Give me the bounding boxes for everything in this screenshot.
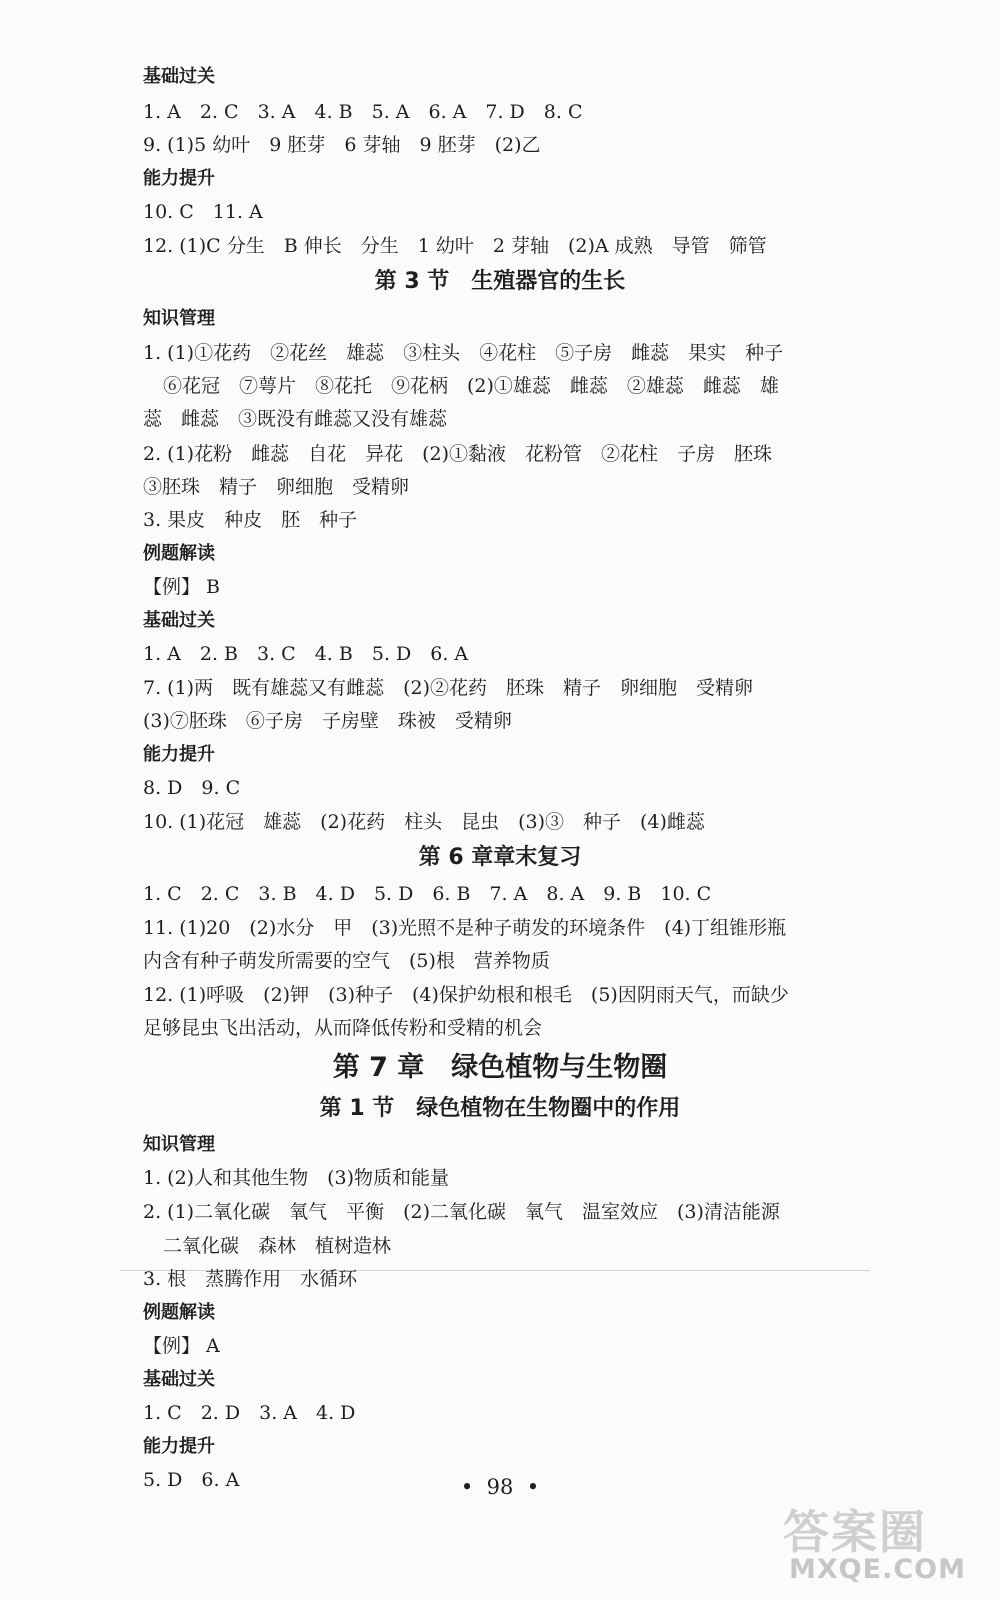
section-label: 能力提升 (143, 1436, 215, 1457)
answer-line: 二氧化碳 森林 植树造林 (163, 1235, 392, 1257)
section-label: 基础过关 (143, 66, 215, 87)
section-label: 知识管理 (143, 308, 215, 329)
answer-line: 11. (1)20 (2)水分 甲 (3)光照不是种子萌发的环境条件 (4)丁组锥形瓶 (143, 917, 787, 939)
answer-line: 10. C 11. A (143, 201, 263, 223)
section-label: 例题解读 (143, 543, 215, 564)
watermark-url: MXQE.COM (789, 1554, 966, 1585)
answer-line: 1. (2)人和其他生物 (3)物质和能量 (143, 1167, 449, 1189)
answer-line: 1. C 2. C 3. B 4. D 5. D 6. B 7. A 8. A 9. B 10. C (143, 883, 712, 905)
answer-line: 足够昆虫飞出活动，从而降低传粉和受精的机会 (143, 1017, 543, 1039)
section-label: 知识管理 (143, 1134, 215, 1155)
answer-line: 1. A 2. B 3. C 4. B 5. D 6. A (143, 643, 469, 665)
answer-line: ③胚珠 精子 卵细胞 受精卵 (143, 476, 410, 498)
page-number: • 98 • (460, 1475, 540, 1499)
section-title: 第 3 节 生殖器官的生长 (374, 269, 626, 294)
section-label: 基础过关 (143, 1369, 215, 1390)
answer-line: ⑥花冠 ⑦萼片 ⑧花托 ⑨花柄 (2)①雄蕊 雌蕊 ②雄蕊 雌蕊 雄 (163, 375, 779, 397)
answer-line: 1. A 2. C 3. A 4. B 5. A 6. A 7. D 8. C (143, 101, 583, 123)
answer-line: 5. D 6. A (143, 1469, 240, 1491)
answer-line: (3)⑦胚珠 ⑥子房 子房壁 珠被 受精卵 (143, 710, 512, 732)
section-label: 能力提升 (143, 744, 215, 765)
answer-line: 2. (1)花粉 雌蕊 自花 异花 (2)①黏液 花粉管 ②花柱 子房 胚珠 (143, 443, 772, 465)
answer-line: 12. (1)C 分生 B 伸长 分生 1 幼叶 2 芽轴 (2)A 成熟 导管 筛管 (143, 235, 767, 257)
answer-line: 12. (1)呼吸 (2)钾 (3)种子 (4)保护幼根和根毛 (5)因阴雨天气，而缺少 (143, 984, 789, 1006)
answer-line: 内含有种子萌发所需要的空气 (5)根 营养物质 (143, 950, 550, 972)
answer-line: 7. (1)两 既有雄蕊又有雌蕊 (2)②花药 胚珠 精子 卵细胞 受精卵 (143, 677, 753, 699)
answer-line: 【例】 B (143, 576, 221, 598)
section-title: 第 6 章章末复习 (418, 845, 582, 870)
section-title: 第 1 节 绿色植物在生物圈中的作用 (319, 1096, 681, 1121)
section-label: 基础过关 (143, 610, 215, 631)
watermark-logo (775, 1496, 990, 1592)
watermark-title: 答案圈 (783, 1505, 927, 1559)
answer-line: 【例】 A (143, 1335, 220, 1357)
answer-line: 3. 果皮 种皮 胚 种子 (143, 509, 358, 531)
section-label: 例题解读 (143, 1302, 215, 1323)
answer-line: 1. (1)①花药 ②花丝 雄蕊 ③柱头 ④花柱 ⑤子房 雌蕊 果实 种子 (143, 342, 784, 364)
answer-line: 8. D 9. C (143, 777, 241, 799)
answer-line: 10. (1)花冠 雄蕊 (2)花药 柱头 昆虫 (3)③ 种子 (4)雌蕊 (143, 811, 705, 833)
section-label: 能力提升 (143, 168, 215, 189)
answer-line: 3. 根 蒸腾作用 水循环 (143, 1268, 358, 1290)
chapter-title: 第 7 章 绿色植物与生物圈 (332, 1052, 668, 1083)
answer-line: 蕊 雌蕊 ③既没有雌蕊又没有雄蕊 (143, 408, 448, 430)
answer-line: 9. (1)5 幼叶 9 胚芽 6 芽轴 9 胚芽 (2)乙 (143, 134, 541, 156)
answer-line: 2. (1)二氧化碳 氧气 平衡 (2)二氧化碳 氧气 温室效应 (3)清洁能源 (143, 1201, 780, 1223)
answer-line: 1. C 2. D 3. A 4. D (143, 1402, 356, 1424)
